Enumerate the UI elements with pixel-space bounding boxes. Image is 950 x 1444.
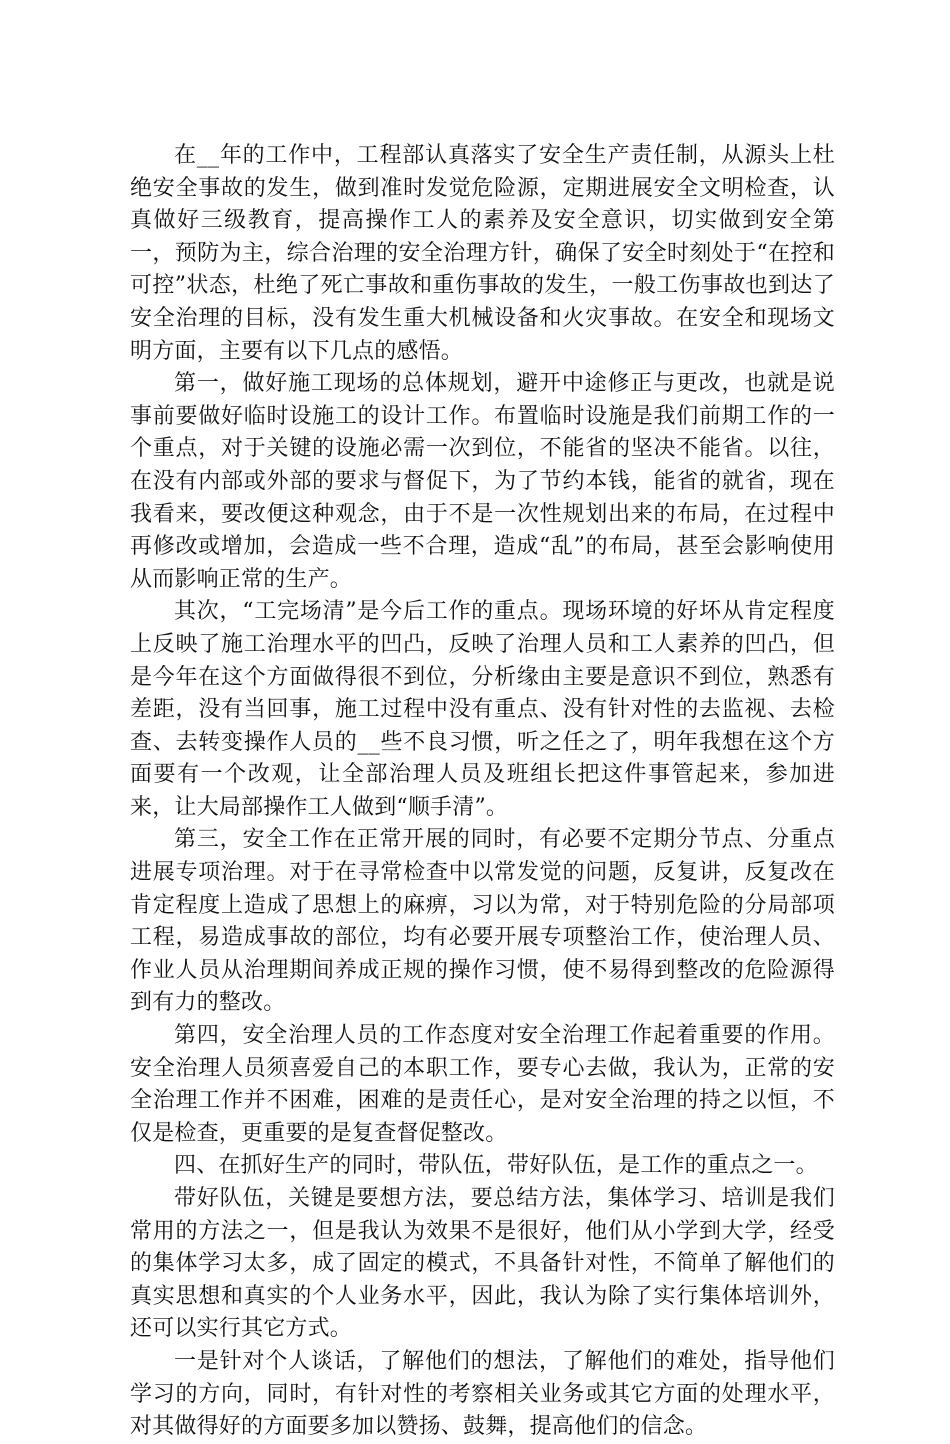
paragraph-team-building: 带好队伍，关键是要想方法，要总结方法，集体学习、培训是我们常用的方法之一，但是我认为效果不是很好，他们从小学到大学，经受的集体学习太多，成了固定的模式，不具备针对性，不简单了解他们的真实思想和真实的个人业务水平，因此，我认为除了实行集体培训外，还可以实行其它方式。 (130, 1186, 835, 1342)
paragraph-point-3: 第三，安全工作在正常开展的同时，有必要不定期分节点、分重点进展专项治理。对于在寻常检查中以常发觉的问题，反复讲，反复改在肯定程度上造成了思想上的麻痹，习以为常，对于特别危险的分局部项工程，易造成事故的部位，均有必要开展专项整治工作，使治理人员、作业人员从治理期间养成正规的操作习惯，使不易得到整改的危险源得到有力的整改。 (130, 827, 835, 1016)
document-body (130, 140, 835, 1444)
paragraph-section-heading: 四、在抓好生产的同时，带队伍，带好队伍，是工作的重点之一。 (174, 1153, 818, 1179)
paragraph-point-2: 其次，“工完场清”是今后工作的重点。现场环境的好坏从肯定程度上反映了施工治理水平的凹凸，反映了治理人员和工人素养的凹凸，但是今年在这个方面做得很不到位，分析缘由主要是意识不到位，熟悉有差距，没有当回事，施工过程中没有重点、没有针对性的去监视、去检查、去转变操作人员的__些不良习惯，听之任之了，明年我想在这个方面要有一个改观，让全部治理人员及班组长把这件事管起来，参加进来，让大局部操作工人做到“顺手清”。 (130, 599, 835, 820)
paragraph-point-1: 第一，做好施工现场的总体规划，避开中途修正与更改，也就是说事前要做好临时设施工的设计工作。布置临时设施是我们前期工作的一个重点，对于关键的设施必需一次到位，不能省的坚决不能省。以往，在没有内部或外部的要求与督促下，为了节约本钱，能省的就省，现在我看来，要改便这种观念，由于不是一次性规划出来的布局，在过程中再修改或增加，会造成一些不合理，造成“乱”的布局，甚至会影响使用从而影响正常的生产。 (130, 371, 835, 592)
paragraph-individual-talks: 一是针对个人谈话，了解他们的想法，了解他们的难处，指导他们学习的方向，同时，有针对性的考察相关业务或其它方面的处理水平，对其做得好的方面要多加以赞扬、鼓舞，提高他们的信念。 (130, 1348, 835, 1440)
paragraph-point-4: 第四，安全治理人员的工作态度对安全治理工作起着重要的作用。安全治理人员须喜爱自己的本职工作，要专心去做，我认为，正常的安全治理工作并不困难，困难的是责任心，是对安全治理的持之以恒，不仅是检查，更重要的是复查督促整改。 (130, 1023, 835, 1146)
paragraph-intro: 在__年的工作中，工程部认真落实了安全生产责任制，从源头上杜绝安全事故的发生，做到准时发觉危险源，定期进展安全文明检查，认真做好三级教育，提高操作工人的素养及安全意识，切实做到安全第一，预防为主，综合治理的安全治理方针，确保了安全时刻处于“在控和可控”状态，杜绝了死亡事故和重伤事故的发生，一般工伤事故也到达了安全治理的目标，没有发生重大机械设备和火灾事故。在安全和现场文明方面，主要有以下几点的感悟。 (130, 143, 835, 364)
